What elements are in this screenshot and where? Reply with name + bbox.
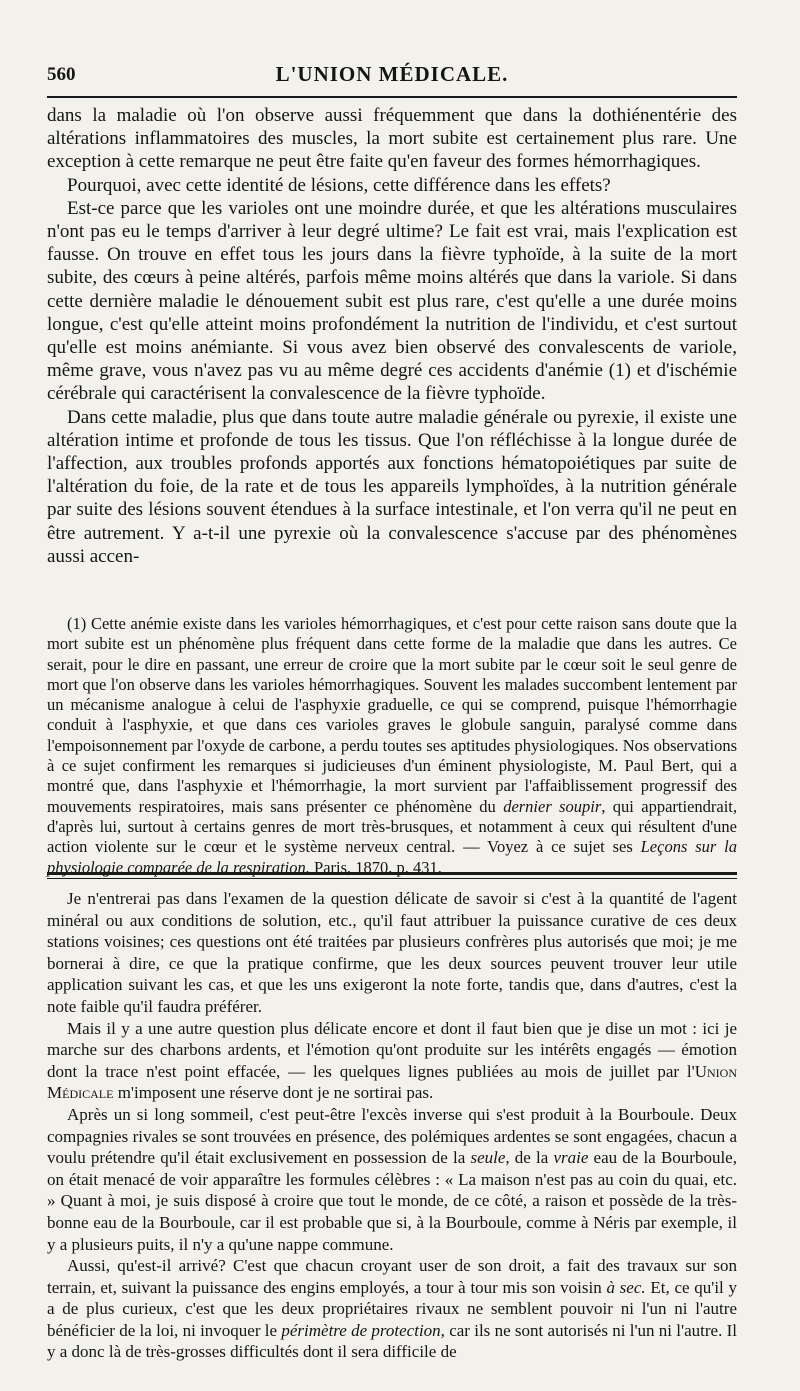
text-run: , de la [505, 1148, 554, 1168]
page-number: 560 [47, 64, 76, 85]
section-divider [47, 872, 737, 879]
italic-word: à sec. [606, 1277, 646, 1297]
italic-word: périmètre de protection [281, 1320, 441, 1340]
text-run: Aussi, qu'est-il arrivé? C'est que chacun croyant user de son droit, a fait des travaux sur son terrain, et, suivant la puissance des engins employés, a tour à tour mis son voisin [47, 1256, 737, 1297]
feuilleton-text [47, 888, 737, 1363]
italic-word: vraie [553, 1148, 589, 1168]
text-run: Mais il y a une autre question plus délicate encore et dont il faut bien que je dise un mot : ici je marche sur des charbons ardents, et l'émotion qu'ont produite sur les intérêts engagés — émotion dont la trace n'est point effacée, — les quelques lignes publiées au mois de juillet par l' [47, 1018, 737, 1081]
main-text [47, 104, 737, 568]
text-run: , car ils ne sont autorisés ni l'un ni l'autre. Il y a donc là de très-grosses difficultés dont il sera difficile de [47, 1320, 737, 1362]
page-header [47, 58, 737, 94]
main-paragraph: Pourquoi, avec cette identité de lésions, cette différence dans les effets? [67, 174, 611, 196]
main-paragraph: Dans cette maladie, plus que dans toute autre maladie générale ou pyrexie, il existe une altération intime et profonde de tous les tissus. Que l'on réfléchisse à la longue durée de l'affection, aux troubles profonds apportés aux fonctions hématopoiétiques par suite de l'altération du foie, de la rate et de tous les appareils lymphoïdes, à la nutrition générale par suite des lésions souvent étendues à la surface intestinale, et l'on verra qu'il ne peut en être autrement. Y a-t-il une pyrexie où la convalescence s'accuse par des phénomènes aussi accen- [47, 406, 737, 567]
section-paragraph: Je n'entrerai pas dans l'examen de la question délicate de savoir si c'est à la quantité de l'agent minéral ou aux conditions de solution, etc., qu'il faut attribuer la puissance curative de ces deux stations voisines; ces questions ont été traitées par plusieurs confrères plus autorisés que moi; je me bornerai à dire, ce que la pratique confirme, que les deux sources peuvent trouver leur utile application suivant les cas, et que les uns exigeront la note forte, tandis que, dans d'autres, c'est la note faible qu'il faudra préférer. [47, 889, 737, 1016]
footnote-text: , qui appartiendrait, d'après lui, surtout à certains genres de mort très-brusques, et notamment à ceux qui résultent d'une action violente sur le cœur et le système nerveux central. — Voyez à ce sujet ses [47, 796, 737, 857]
main-paragraph: dans la maladie où l'on observe aussi fréquemment que dans la dothiénentérie des altérations inflammatoires des muscles, la mort subite est certainement plus rare. Une exception à cette remarque ne peut être faite qu'en faveur des formes hémorrhagiques. [47, 105, 737, 173]
section-paragraph [47, 1104, 737, 1255]
text-run: m'imposent une réserve dont je ne sortirai pas. [113, 1083, 434, 1103]
header-rule [47, 96, 737, 98]
footnote [47, 614, 737, 878]
footnote-italic: dernier soupir [503, 796, 602, 816]
journal-name: Union Médicale [47, 1061, 737, 1103]
text-run: eau de la Bourboule, on était menacé de voir apparaître les formules célèbres : « La maison n'est pas au coin du quai, etc. » Quant à moi, je suis disposé à croire que tout le monde, de ce côté, a raison et possède de la très-bonne eau de la Bourboule, car il est probable que si, à la Bourboule, comme à Néris par exemple, il y a plusieurs puits, il n'y a qu'une nappe commune. [47, 1148, 737, 1254]
running-title: L'UNION MÉDICALE. [275, 62, 509, 86]
text-run: Et, ce qu'il y a de plus curieux, c'est que les deux propriétaires rivaux ne semblent pouvoir ni l'un ni l'autre bénéficier de la loi, ni invoquer le [47, 1277, 737, 1340]
footnote-text: (1) Cette anémie existe dans les varioles hémorrhagiques, et c'est pour cette raison sans doute que la mort subite est un phénomène plus fréquent dans cette forme de la maladie que dans les autres. Ce serait, pour le dire en passant, une erreur de croire que la mort subite par le cœur soit le seul genre de mort que l'on observe dans les varioles hémorrhagiques. Souvent les malades succombent lentement par un mécanisme analogue à celui de l'asphyxie graduelle, ce qui se comprend, puisque l'hémorrhagie conduit à l'asphyxie, et que dans ces varioles graves le globule sanguin, paralysé comme dans l'empoisonnement par l'oxyde de carbone, a perdu toutes ses aptitudes physiologiques. Nos observations à ce sujet confirment les remarques si judicieuses d'un éminent physiologiste, M. Paul Bert, qui a montré que, dans l'asphyxie et l'hémorrhagie, la mort survient par l'affaiblissement progressif des mouvements respiratoires, mais sans présenter ce phénomène du [47, 614, 737, 816]
section-paragraph [47, 1018, 737, 1104]
italic-word: seule [470, 1148, 506, 1168]
section-paragraph [47, 1255, 737, 1363]
footnote-citation-title: Leçons sur la physiologie comparée de la respiration. [47, 837, 737, 877]
footnote-citation: Paris, 1870, p. 431. [309, 857, 442, 877]
text-run: Après un si long sommeil, c'est peut-être l'excès inverse qui s'est produit à la Bourboule. Deux compagnies rivales se sont trouvées en présence, des polémiques ardentes se sont engagées, chacun a voulu prétendre qu'il était exclusivement en possession de la [47, 1104, 737, 1168]
main-paragraph: Est-ce parce que les varioles ont une moindre durée, et que les altérations musculaires n'ont pas eu le temps d'arriver à leur degré ultime? Le fait est vrai, mais l'explication est fausse. On trouve en effet tous les jours dans la fièvre typhoïde, à la suite de la mort subite, des cœurs à peine altérés, parfois même moins altérés que dans la variole. Si dans cette dernière maladie le dénouement subit est plus rare, c'est qu'elle a une durée moins longue, c'est qu'elle atteint moins profondément la nutrition de l'individu, et c'est surtout qu'elle est moins anémiante. Si vous avez bien observé des convalescents de variole, même grave, vous n'avez pas vu au même degré ces accidents d'anémie (1) et d'ischémie cérébrale qui caractérisent la convalescence de la fièvre typhoïde. [47, 197, 737, 405]
